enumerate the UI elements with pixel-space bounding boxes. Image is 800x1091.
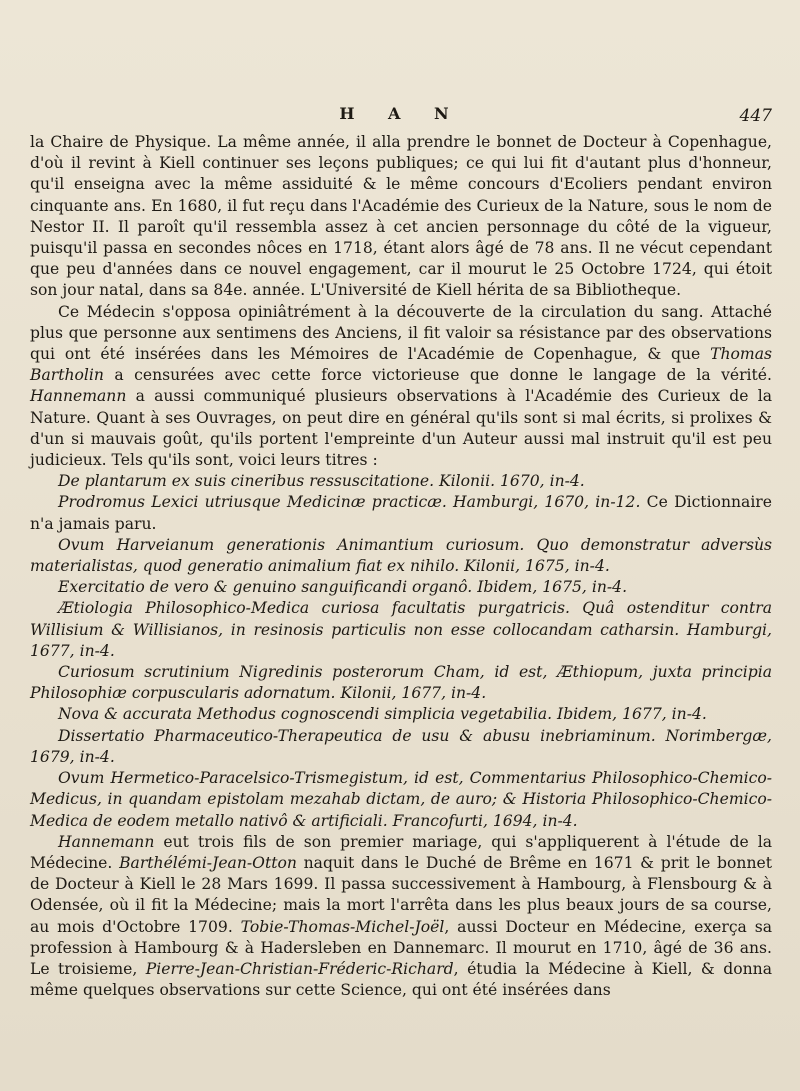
person-name: Tobie-Thomas-Michel-Joël (240, 917, 445, 936)
work-title: Exercitatio de vero & genuino sanguificandi organô. Ibidem, 1675, in-4. (58, 578, 628, 597)
work-title: Ovum Harveianum generationis Animantium curiosum. Quo demonstratur adversùs materialistas, quod generatio animalium fiat ex nihilo. Kilonii, 1675, in-4. (30, 535, 772, 576)
work-entry (30, 704, 772, 725)
work-title: Ovum Hermetico-Paracelsico-Trismegistum, id est, Commentarius Philosophico-Chemico-Medicus, in quandam epistolam mezahab dictam, de auro; & Historia Philosophico-Chemico-Medica de eodem metallo nativô & artificiali. Francofurti, 1694, in-4. (30, 769, 772, 830)
work-title: Curiosum scrutinium Nigredinis posterorum Cham, id est, Æthiopum, juxta principia Philosophiæ corpuscularis adornatum. Kilonii, 1677, in-4. (30, 663, 772, 703)
work-title: De plantarum ex suis cineribus ressuscitatione. Kilonii. 1670, in-4. (58, 472, 585, 491)
work-entry (30, 471, 772, 492)
work-title: Dissertatio Pharmaceutico-Therapeutica de usu & abusu inebriaminum. Norimbergæ, 1679, in-4. (30, 726, 772, 766)
paragraph-opinions (30, 302, 772, 472)
work-entry (30, 662, 772, 704)
paragraph-sons (30, 832, 772, 1002)
work-title: Nova & accurata Methodus cognoscendi simplicia vegetabilia. Ibidem, 1677, in-4. (58, 705, 707, 724)
person-name: Barthélémi-Jean-Otton (119, 853, 297, 872)
sons-text-d: , étudia la Médecine à Kiell, & donna même quelques observations sur cette Science, qui ont été insérées dans (30, 959, 772, 1000)
work-entry (30, 768, 772, 832)
person-name: Hannemann (30, 387, 127, 406)
opinions-text-c: a aussi communiqué plusieurs observations à l'Académie des Curieux de la Nature. Quant à ses Ouvrages, on peut dire en général qu'ils sont si mal écrits, si prolixes & d'un si mauvais goût, qu'ils portent l'empreinte d'un Auteur aussi mal instruit qu'il est peu judicieux. Tels qu'ils sont, voici leurs titres : (30, 387, 772, 470)
sons-text-a: eut trois fils de son premier mariage, qui s'appliquerent à l'étude de la Médecine. (30, 832, 772, 872)
work-entry (30, 492, 772, 534)
work-title: Prodromus Lexici utriusque Medicinæ practicæ. Hamburgi, 1670, in-12. (58, 493, 641, 512)
sons-text-b: naquit dans le Duché de Brême en 1671 & prit le bonnet de Docteur à Kiell le 28 Mars 1699. Il passa successivement à Hambourg, à Flensbourg & à Odensée, où il fit la Médecine; mais la mort l'arrêta dans les plus beaux jours de sa course, au mois d'Octobre 1709. (30, 853, 772, 936)
work-note: Ce Dictionnaire n'a jamais paru. (30, 493, 772, 533)
page-header (30, 0, 772, 132)
opinions-text-b: a censurées avec cette force victorieuse que donne le langage de la vérité. (103, 366, 772, 385)
sons-text-c: , aussi Docteur en Médecine, exerça sa profession à Hambourg & à Hadersleben en Dannemarc. Il mourut en 1710, âgé de 36 ans. Le troisieme, (30, 917, 772, 978)
work-entry (30, 577, 772, 598)
person-name: Pierre-Jean-Christian-Fréderic-Richard (145, 959, 454, 978)
work-entry (30, 535, 772, 577)
person-name: Thomas Bartholin (30, 345, 772, 385)
person-name: Hannemann (58, 832, 155, 851)
opinions-text-a: Ce Médecin s'opposa opiniâtrément à la découverte de la circulation du sang. Attaché plus que personne aux sentimens des Anciens, il fit valoir sa résistance par des observations qui ont été insérées dans les Mémoires de l'Académie de Copenhague, & que (30, 302, 772, 364)
work-entry (30, 726, 772, 768)
page-number: 447 (739, 106, 772, 126)
work-title: Ætiologia Philosophico-Medica curiosa facultatis purgatricis. Quâ ostenditur contra Willisium & Willisianos, in resinosis particulis non esse collocandam catharsin. Hamburgi, 1677, in-4. (30, 599, 772, 660)
running-title: H A N (339, 104, 463, 123)
paragraph-biography: la Chaire de Physique. La même année, il alla prendre le bonnet de Docteur à Copenhague, d'où il revint à Kiell continuer ses leçons publiques; ce qui lui fit d'autant plus d'honneur, qu'il enseigna avec la même assiduité & le même concours d'Ecoliers pendant environ cinquante ans. En 1680, il fut reçu dans l'Académie des Curieux de la Nature, sous le nom de Nestor II. Il paroît qu'il ressembla assez à cet ancien personnage du côté de la vigueur, puisqu'il passa en secondes nôces en 1718, étant alors âgé de 78 ans. Il ne vécut cependant que peu d'années dans ce nouvel engagement, car il mourut le 25 Octobre 1724, qui étoit son jour natal, dans sa 84e. année. L'Université de Kiell hérita de sa Bibliotheque. (30, 133, 772, 300)
body-text (30, 132, 772, 1001)
work-entry (30, 598, 772, 662)
